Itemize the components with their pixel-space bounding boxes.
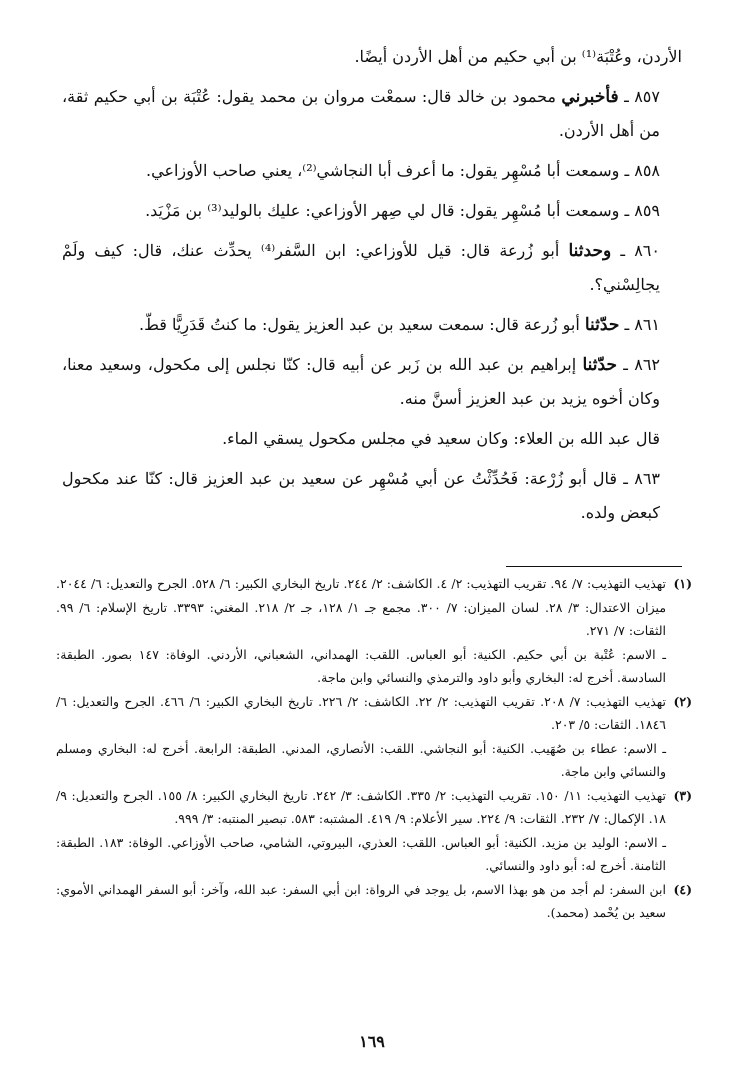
narration-keyword: حدّثنا [584,315,620,335]
hadith-text: قال أبو زُرْعة: فَحُدِّثْتُ عن أبي مُسْهِر عن سعيد بن عبد العزيز قال: كنّا عند مكحول كبعض ولده. [62,469,660,522]
footnote-line: ـ الاسم: عُتْبة بن أبي حكيم. الكنية: أبو العباس. اللقب: الهمداني، الشعباني، الأردني. الوفاة: ١٤٧ بصور. الطبقة: السادسة. أخرج له: البخاري وأبو داود والترمذي والنسائي وابن ماجة. [56,646,667,685]
footnote-line: ـ الاسم: الوليد بن مزيد. الكنية: أبو العباس. اللقب: العذري، البيروتي، الشامي، صاحب الأوزاعي. الوفاة: ١٨٣. الطبقة: الثامنة. أخرج له: أبو داود والنسائي. [56,834,666,873]
footnote-2 [56,690,692,784]
footnote-line: ابن السفر: لم أجد من هو بهذا الاسم، بل يوجد في الرواة: ابن أبي السفر: عبد الله، وآخر: أبو السفر الهمداني الأموي: سعيد بن يُحْمد (محمد). [56,881,666,920]
footnote-1 [56,572,692,690]
hadith-number: ٨٦٠ ـ [620,241,660,260]
hadith-862 [62,348,682,416]
footnote-marker: (١) [673,576,692,591]
hadith-number: ٨٥٩ ـ [624,201,660,220]
footnote-4 [56,878,692,925]
hadith-863 [62,462,682,530]
footnotes [56,572,692,925]
footnote-3 [56,784,692,878]
hadith-text: إبراهيم بن عبد الله بن زَبر عن أبيه قال: كنّا نجلس إلى مكحول، وسعيد معنا، وكان أخوه يزيد بن عبد العزيز أسنَّ منه. [62,355,660,408]
hadith-text: وسمعت أبا مُسْهِر يقول: ما أعرف أبا النجاشي⁽²⁾، يعني صاحب الأوزاعي. [146,161,620,180]
hadith-text: محمود بن خالد قال: سمعْت مروان بن محمد يقول: عُتْبَة بن أبي حكيم ثقة، من أهل الأردن. [62,87,660,140]
footnote-separator [506,566,682,567]
hadith-text: وسمعت أبا مُسْهِر يقول: قال لي صِهر الأوزاعي: عليك بالوليد⁽³⁾ بن مَزْيَد. [145,201,620,220]
hadith-number: ٨٦٢ ـ [623,355,660,374]
hadith-number: ٨٥٨ ـ [624,161,660,180]
hadith-860 [62,234,682,302]
footnote-marker: (٢) [673,693,692,709]
hadith-number: ٨٥٧ ـ [624,87,660,106]
text: قال عبد الله بن العلاء: وكان سعيد في مجلس مكحول يسقي الماء. [222,429,660,448]
narration-keyword: حدّثنا [582,355,617,375]
hadith-text: أبو زُرعة قال: سمعت سعيد بن عبد العزيز يقول: ما كنتُ قَدَرِيًّا قطّ. [139,315,580,334]
footnote-line: تهذيب التهذيب: ٧/ ٩٤. تقريب التهذيب: ٢/ ٤. الكاشف: ٢/ ٢٤٤. تاريخ البخاري الكبير: ٦/ ٥٢٨. الجرح والتعديل: ٦/ ٢٠٤٤. ميزان الاعتدال: ٣/ ٢٨. لسان الميزان: ٧/ ٣٠٠. مجمع جـ ١/ ١٢٨، جـ ٢/ ٢١٨. المغني: ٣٣٩٣. تاريخ الإسلام: ٦/ ٩٩. الثقات: ٧/ ٢٧١. [56,576,667,638]
paragraph-continuation [62,40,682,74]
narration-keyword: فأخبرني [561,87,619,107]
quote-paragraph [62,422,682,456]
footnote-line: تهذيب التهذيب: ١١/ ١٥٠. تقريب التهذيب: ٢/ ٣٣٥. الكاشف: ٣/ ٢٤٢. تاريخ البخاري الكبير: ٨/ ١٥٥. الجرح والتعديل: ٩/ ١٨. الإكمال: ٧/ ٢٣٢. الثقات: ٩/ ٢٢٤. سير الأعلام: ٩/ ٤١٩. المشتبه: ٥٨٣. تبصير المنتبه: ٣/ ٩٩٩. [56,787,667,826]
footnote-marker: (٤) [673,881,692,897]
narration-keyword: وحدثنا [568,241,612,261]
hadith-number: ٨٦١ ـ [624,315,660,334]
hadith-857 [62,80,682,148]
footnote-line: تهذيب التهذيب: ٧/ ٢٠٨. تقريب التهذيب: ٢/ ٢٢. الكاشف: ٢/ ٢٢٦. تاريخ البخاري الكبير: ٦/ ٤٦٦. الجرح والتعديل: ٦/ ١٨٤٦. الثقات: ٥/ ٢٠٣. [56,693,667,732]
text: الأردن، وعُتْبَة⁽¹⁾ بن أبي حكيم من أهل الأردن أيضًا. [354,47,682,66]
hadith-861 [62,308,682,342]
page-number: ١٦٩ [359,1032,385,1051]
footnote-marker: (٣) [673,787,692,803]
footnote-line: ـ الاسم: عطاء بن صُهَيب. الكنية: أبو النجاشي. اللقب: الأنصاري، المدني. الطبقة: الرابعة. أخرج له: البخاري ومسلم والنسائي وابن ماجة. [56,740,666,779]
main-text [62,40,682,536]
hadith-number: ٨٦٣ ـ [623,469,660,488]
hadith-859 [62,194,682,228]
hadith-858 [62,154,682,188]
hadith-text: أبو زُرعة قال: قيل للأوزاعي: ابن السَّفر⁽⁴⁾ يحدِّث عنك، قال: كيف ولَمْ يجالِسْني؟. [62,241,660,294]
